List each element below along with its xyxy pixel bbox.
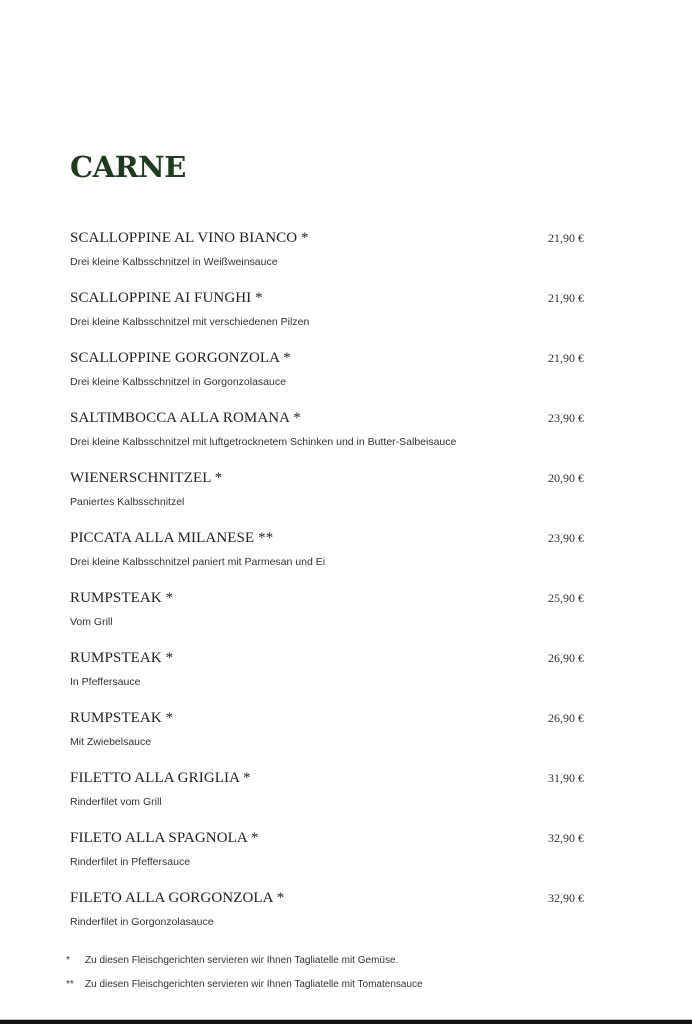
- item-price: 21,90 €: [548, 231, 584, 245]
- item-description: Drei kleine Kalbsschnitzel mit luftgetrocknetem Schinken und in Butter-Salbeisauce: [70, 436, 457, 448]
- item-price: 20,90 €: [548, 471, 584, 485]
- item-description: Drei kleine Kalbsschnitzel mit verschiedenen Pilzen: [70, 316, 310, 328]
- menu-item: [70, 469, 600, 529]
- menu-item: [70, 649, 600, 709]
- item-price: 31,90 €: [548, 771, 584, 785]
- item-price: 23,90 €: [548, 531, 584, 545]
- item-price: 21,90 €: [548, 291, 584, 305]
- item-price: 23,90 €: [548, 411, 584, 425]
- bottom-bar: [0, 1020, 692, 1024]
- menu-item: [70, 349, 600, 409]
- item-name: RUMPSTEAK *: [70, 590, 174, 606]
- footnote-text: Zu diesen Fleischgerichten servieren wir Ihnen Tagliatelle mit Tomatensauce: [85, 979, 423, 990]
- item-name: FILETO ALLA GORGONZOLA *: [70, 890, 285, 906]
- item-name: FILETTO ALLA GRIGLIA *: [70, 770, 251, 786]
- menu-item: [70, 289, 600, 349]
- item-price: 32,90 €: [548, 891, 584, 905]
- item-price: 21,90 €: [548, 351, 584, 365]
- menu-item: [70, 829, 600, 889]
- footnote-mark: *: [66, 955, 70, 966]
- item-name: RUMPSTEAK *: [70, 650, 174, 666]
- item-description: Mit Zwiebelsauce: [70, 736, 152, 748]
- menu-item: [70, 589, 600, 649]
- item-price: 25,90 €: [548, 591, 584, 605]
- item-name: RUMPSTEAK *: [70, 710, 174, 726]
- item-price: 26,90 €: [548, 651, 584, 665]
- section-title: CARNE: [70, 150, 186, 184]
- footnote-text: Zu diesen Fleischgerichten servieren wir Ihnen Tagliatelle mit Gemüse.: [85, 955, 399, 966]
- item-description: Paniertes Kalbsschnitzel: [70, 496, 185, 508]
- item-name: SCALLOPPINE GORGONZOLA *: [70, 350, 291, 366]
- item-price: 32,90 €: [548, 831, 584, 845]
- menu-item: [70, 889, 600, 949]
- footnote-mark: **: [66, 979, 74, 990]
- item-name: PICCATA ALLA MILANESE **: [70, 530, 274, 546]
- menu-item: [70, 769, 600, 829]
- menu-item: [70, 409, 600, 469]
- item-description: Vom Grill: [70, 616, 113, 628]
- item-description: Drei kleine Kalbsschnitzel paniert mit Parmesan und Ei: [70, 556, 326, 568]
- item-name: SCALLOPPINE AL VINO BIANCO *: [70, 230, 309, 246]
- item-name: SALTIMBOCCA ALLA ROMANA *: [70, 410, 301, 426]
- item-name: SCALLOPPINE AI FUNGHI *: [70, 290, 263, 306]
- item-description: Rinderfilet in Pfeffersauce: [70, 856, 191, 868]
- menu-list: [70, 229, 600, 949]
- item-description: Rinderfilet in Gorgonzolasauce: [70, 916, 214, 928]
- menu-item: [70, 229, 600, 289]
- item-description: Rinderfilet vom Grill: [70, 796, 162, 808]
- menu-item: [70, 529, 600, 589]
- item-description: In Pfeffersauce: [70, 676, 141, 688]
- item-name: WIENERSCHNITZEL *: [70, 470, 223, 486]
- item-price: 26,90 €: [548, 711, 584, 725]
- item-name: FILETO ALLA SPAGNOLA *: [70, 830, 259, 846]
- item-description: Drei kleine Kalbsschnitzel in Gorgonzolasauce: [70, 376, 286, 388]
- menu-item: [70, 709, 600, 769]
- item-description: Drei kleine Kalbsschnitzel in Weißweinsauce: [70, 256, 278, 268]
